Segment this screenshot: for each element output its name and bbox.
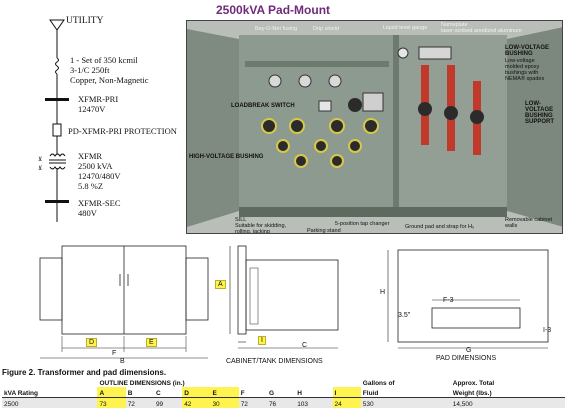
side-dim-c: C	[302, 342, 308, 349]
callout-drip-shield: Drip shield	[313, 26, 339, 32]
transformer-photo	[186, 20, 563, 234]
nameplate-hv	[363, 93, 383, 111]
cell-d: 42	[182, 397, 210, 408]
front-view-drawing	[0, 236, 210, 366]
utility-source-symbol	[50, 20, 64, 30]
svg-text:⊻: ⊻	[38, 156, 43, 163]
cell-kva: 2500	[2, 397, 97, 408]
header-h: H	[295, 387, 332, 397]
svg-text:⊻: ⊻	[38, 165, 43, 172]
pad-dim-f3: F-3	[443, 297, 454, 304]
outline-dimensions-label: OUTLINE DIMENSIONS (in.)	[99, 380, 185, 387]
callout-lv-support-1: LOW-	[525, 101, 541, 107]
pad-caption: PAD DIMENSIONS	[436, 355, 497, 362]
protection-device-symbol	[53, 124, 61, 136]
dimensions-table	[2, 378, 565, 408]
callout-nameplate-1: Nameplate	[441, 22, 468, 28]
gallons-header-line2: Fluid	[361, 387, 451, 397]
cell-g: 76	[267, 397, 295, 408]
pad-dim-3-5: 3.5"	[398, 312, 411, 319]
header-c: C	[154, 387, 182, 397]
cable-line-1: 1 - Set of 350 kcmil	[70, 55, 138, 65]
xfmr-rating: 2500 kVA	[78, 161, 113, 171]
secondary-bus-bar	[45, 200, 69, 203]
header-e: E	[210, 387, 238, 397]
right-door	[507, 27, 563, 227]
callout-lv-bushing-6: NEMA® spades	[505, 76, 545, 82]
cell-e: 30	[210, 397, 238, 408]
callout-lv-support-4: SUPPORT	[525, 119, 555, 125]
utility-label: UTILITY	[66, 16, 104, 26]
weight-header-line1: Approx. Total	[452, 380, 495, 387]
xfmr-impedance: 5.8 %Z	[78, 181, 104, 191]
callout-lv-bushing-3: Low-voltage	[505, 58, 535, 64]
cable-line-3: Copper, Non-Magnetic	[70, 75, 149, 85]
callout-nameplate-2: laser-scribed anodized aluminum	[441, 28, 522, 34]
cell-i: 24	[333, 397, 361, 408]
callout-lv-support-2: VOLTAGE	[525, 107, 554, 113]
header-kva-rating: kVA Rating	[2, 387, 97, 397]
xfmr-voltage: 12470/480V	[78, 171, 121, 181]
header-g: G	[267, 387, 295, 397]
xfmr-label: XFMR	[78, 151, 103, 161]
xfmr-sec-voltage: 480V	[78, 208, 97, 218]
callout-parking-stand: Parking stand	[307, 228, 341, 234]
header-i: I	[333, 387, 361, 397]
cell-gallons: 530	[361, 397, 451, 408]
side-view-drawing	[210, 236, 350, 366]
cell-b: 72	[126, 397, 154, 408]
pad-dim-h: H	[380, 289, 386, 296]
cell-c: 99	[154, 397, 182, 408]
header-b: B	[126, 387, 154, 397]
xfmr-sec-label: XFMR-SEC	[78, 198, 121, 208]
callout-hv-bushing: HIGH-VOLTAGE BUSHING	[189, 154, 264, 160]
cell-f: 72	[239, 397, 267, 408]
cable-symbol	[56, 58, 59, 74]
front-dim-d: D	[86, 338, 97, 347]
callout-tap-changer: 5-position tap changer	[335, 221, 390, 227]
table-row	[2, 397, 565, 408]
callout-sill-1: SILL	[235, 217, 247, 223]
pad-dim-i3: I-3	[543, 327, 552, 334]
side-dim-i: I	[258, 336, 266, 345]
xfmr-pri-label: XFMR-PRI	[78, 94, 119, 104]
callout-bay-o-net: Bay-O-Net fusing	[255, 26, 298, 32]
xfmr-pri-voltage: 12470V	[78, 104, 106, 114]
callout-lv-bushing-4: molded epoxy	[505, 64, 540, 70]
pad-dim-g: G	[466, 347, 472, 354]
callout-lv-bushing-2: BUSHING	[505, 51, 533, 57]
protection-label: PD-XFMR-PRI PROTECTION	[68, 126, 177, 136]
left-door	[187, 29, 239, 227]
side-dim-a: A	[215, 280, 226, 289]
weight-header-line2: Weight (lbs.)	[451, 387, 565, 397]
callout-sill-3: rolling, jacking	[235, 229, 270, 234]
cell-h: 103	[295, 397, 332, 408]
side-caption: CABINET/TANK DIMENSIONS	[226, 358, 323, 365]
cell-weight: 14,500	[451, 397, 565, 408]
cable-line-2: 3-1/C 250ft	[70, 65, 110, 75]
callout-removable-walls-1: Removable cabinet	[505, 217, 553, 223]
callout-sill-2: Suitable for skidding,	[235, 223, 287, 229]
callout-removable-walls-2: walls	[505, 223, 518, 229]
header-f: F	[239, 387, 267, 397]
callout-lv-support-3: BUSHING	[525, 113, 553, 119]
callout-ground-pad: Ground pad and strap for H₀	[405, 224, 475, 230]
figure-caption: Figure 2. Transformer and pad dimensions.	[2, 368, 167, 377]
callout-lv-bushing-5: bushings with	[505, 70, 539, 76]
callout-lv-bushing-1: LOW-VOLTAGE	[505, 45, 549, 51]
front-dim-b: B	[120, 358, 125, 365]
nameplate-lv	[419, 47, 451, 59]
front-dim-f: F	[112, 350, 117, 357]
sill	[239, 207, 507, 217]
transformer-symbol	[38, 154, 66, 172]
primary-bus-bar	[45, 98, 69, 101]
callout-loadbreak: LOADBREAK SWITCH	[231, 103, 295, 109]
header-a: A	[97, 387, 125, 397]
cell-a: 73	[97, 397, 125, 408]
callout-liquid-level: Liquid level gauge	[383, 25, 428, 31]
header-d: D	[182, 387, 210, 397]
gallons-header-line1: Gallons of	[362, 380, 395, 387]
front-dim-e: E	[146, 338, 157, 347]
page-title: 2500kVA Pad-Mount	[216, 3, 331, 17]
